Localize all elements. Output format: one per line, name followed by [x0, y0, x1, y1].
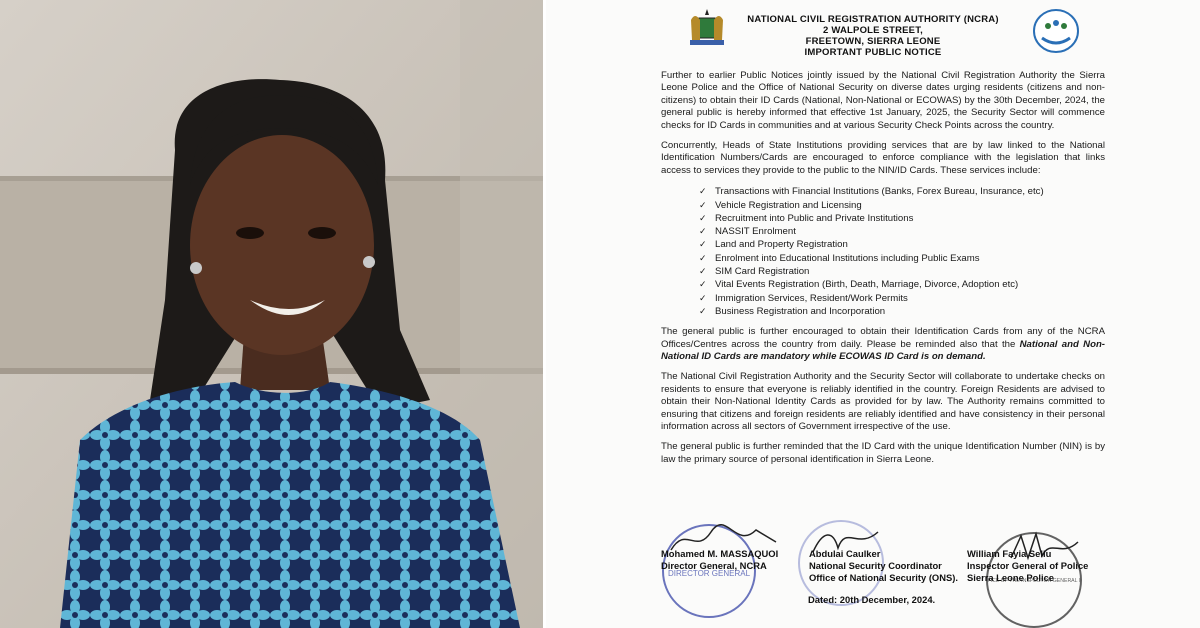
date-line: Dated: 20th December, 2024. [808, 594, 936, 605]
portrait-illustration [0, 0, 543, 628]
list-item: ✓ Land and Property Registration [699, 239, 848, 251]
checkmark-icon: ✓ [699, 252, 707, 263]
list-item: ✓ Enrolment into Educational Institutions including Public Exams [699, 252, 980, 264]
signatory-ncra-title: Director General, NCRA [661, 560, 767, 571]
checkmark-icon: ✓ [699, 226, 707, 237]
header-authority: NATIONAL CIVIL REGISTRATION AUTHORITY (NCRA) [747, 14, 999, 25]
mandatory-notice: National and Non-National ID Cards are mandatory while ECOWAS ID Card is on demand. [661, 338, 1106, 363]
list-item: ✓ Transactions with Financial Institutions (Banks, Forex Bureau, Insurance, etc) [699, 186, 1044, 198]
paragraph-institutions: Concurrently, Heads of State Institutions providing services that are by law linked to the National Identification Numbers/Cards are encouraged to enforce compliance with the legislation that links access to services they provide to the public to the NIN/ID Cards. These services include: [661, 140, 1105, 176]
checkmark-icon: ✓ [699, 239, 707, 250]
signatory-ncra [661, 548, 778, 572]
list-item: ✓ Recruitment into Public and Private Institutions [699, 212, 914, 224]
paragraph-reminder: The general public is further reminded that the ID Card with the unique Identification Number (NIN) is by law the primary source of personal identification in Sierra Leone. [661, 441, 1105, 465]
ncra-logo-icon [1032, 8, 1080, 54]
signatory-ons [809, 548, 958, 584]
signatory-police-title: Inspector General of Police [967, 560, 1089, 571]
signatory-ons-name: Abdulai Caulker [809, 548, 881, 559]
signatory-police-name: William Fayia Sellu [967, 548, 1052, 559]
signatory-police-org: Sierra Leone Police [967, 572, 1055, 583]
list-item: ✓ Immigration Services, Resident/Work Permits [699, 292, 908, 304]
list-item: ✓ Vehicle Registration and Licensing [699, 199, 862, 211]
list-item: ✓ SIM Card Registration [699, 266, 810, 278]
signatory-ons-office: Office of National Security (ONS). [809, 572, 958, 583]
services-list [661, 185, 1105, 318]
checkmark-icon: ✓ [699, 266, 707, 277]
checkmark-icon: ✓ [699, 279, 707, 290]
notice-body [661, 70, 1105, 474]
paragraph-intro: Further to earlier Public Notices jointly issued by the National Civil Registration Authority the Sierra Leone Police and the Office of National Security on diverse dates urging residents (citizens and non-citizens) to obtain their ID Cards (National, Non-National or ECOWAS) by the 30th December, 2024, the general public is hereby informed that effective 1st January, 2025, the Security Sector will commence checks for ID Cards in communities and at various Security Check Points across the country. [661, 70, 1105, 131]
public-notice-document [546, 0, 1200, 628]
checkmark-icon: ✓ [699, 186, 707, 197]
header-title: IMPORTANT PUBLIC NOTICE [804, 47, 942, 58]
checkmark-icon: ✓ [699, 212, 707, 223]
paragraph-collaboration: The National Civil Registration Authority and the Security Sector will collaborate to undertake checks on residents to ensure that everyone is reliably identified in the country. Foreign Residents are advised to obtain their Non-National Identity Cards as provided for by law. The Authority remains committed to ensuring that citizens and foreign residents are reliably identified and have consistency in their personal information across all sectors of Government irrespective of the use. [661, 371, 1105, 433]
list-item: ✓ NASSIT Enrolment [699, 226, 796, 238]
checkmark-icon: ✓ [699, 199, 707, 210]
header-street: 2 WALPOLE STREET, [823, 25, 923, 36]
stamp-police-text: FICE OF THE INSPECTOR GENERAL [988, 578, 1078, 584]
portrait-photo [0, 0, 543, 628]
paragraph-offices: The general public is further encouraged to obtain their Identification Cards from any of the NCRA Offices/Centres across the country from daily. Please be reminded also that the National and Non-National ID Cards are mandatory while ECOWAS ID Card is on demand. [661, 326, 1106, 363]
signatory-ons-title: National Security Coordinator [809, 560, 942, 571]
signatory-police [967, 548, 1088, 584]
header-city: FREETOWN, SIERRA LEONE [805, 36, 941, 47]
checkmark-icon: ✓ [699, 292, 707, 303]
list-item: ✓ Vital Events Registration (Birth, Death, Marriage, Divorce, Adoption etc) [699, 279, 1019, 291]
signatory-ncra-name: Mohamed M. MASSAQUOI [661, 548, 779, 559]
checkmark-icon: ✓ [699, 305, 707, 316]
notice-header [546, 14, 1200, 58]
list-item: ✓ Business Registration and Incorporation [699, 305, 886, 317]
stamp-ncra-text: DIRECTOR GENERAL [667, 569, 751, 578]
